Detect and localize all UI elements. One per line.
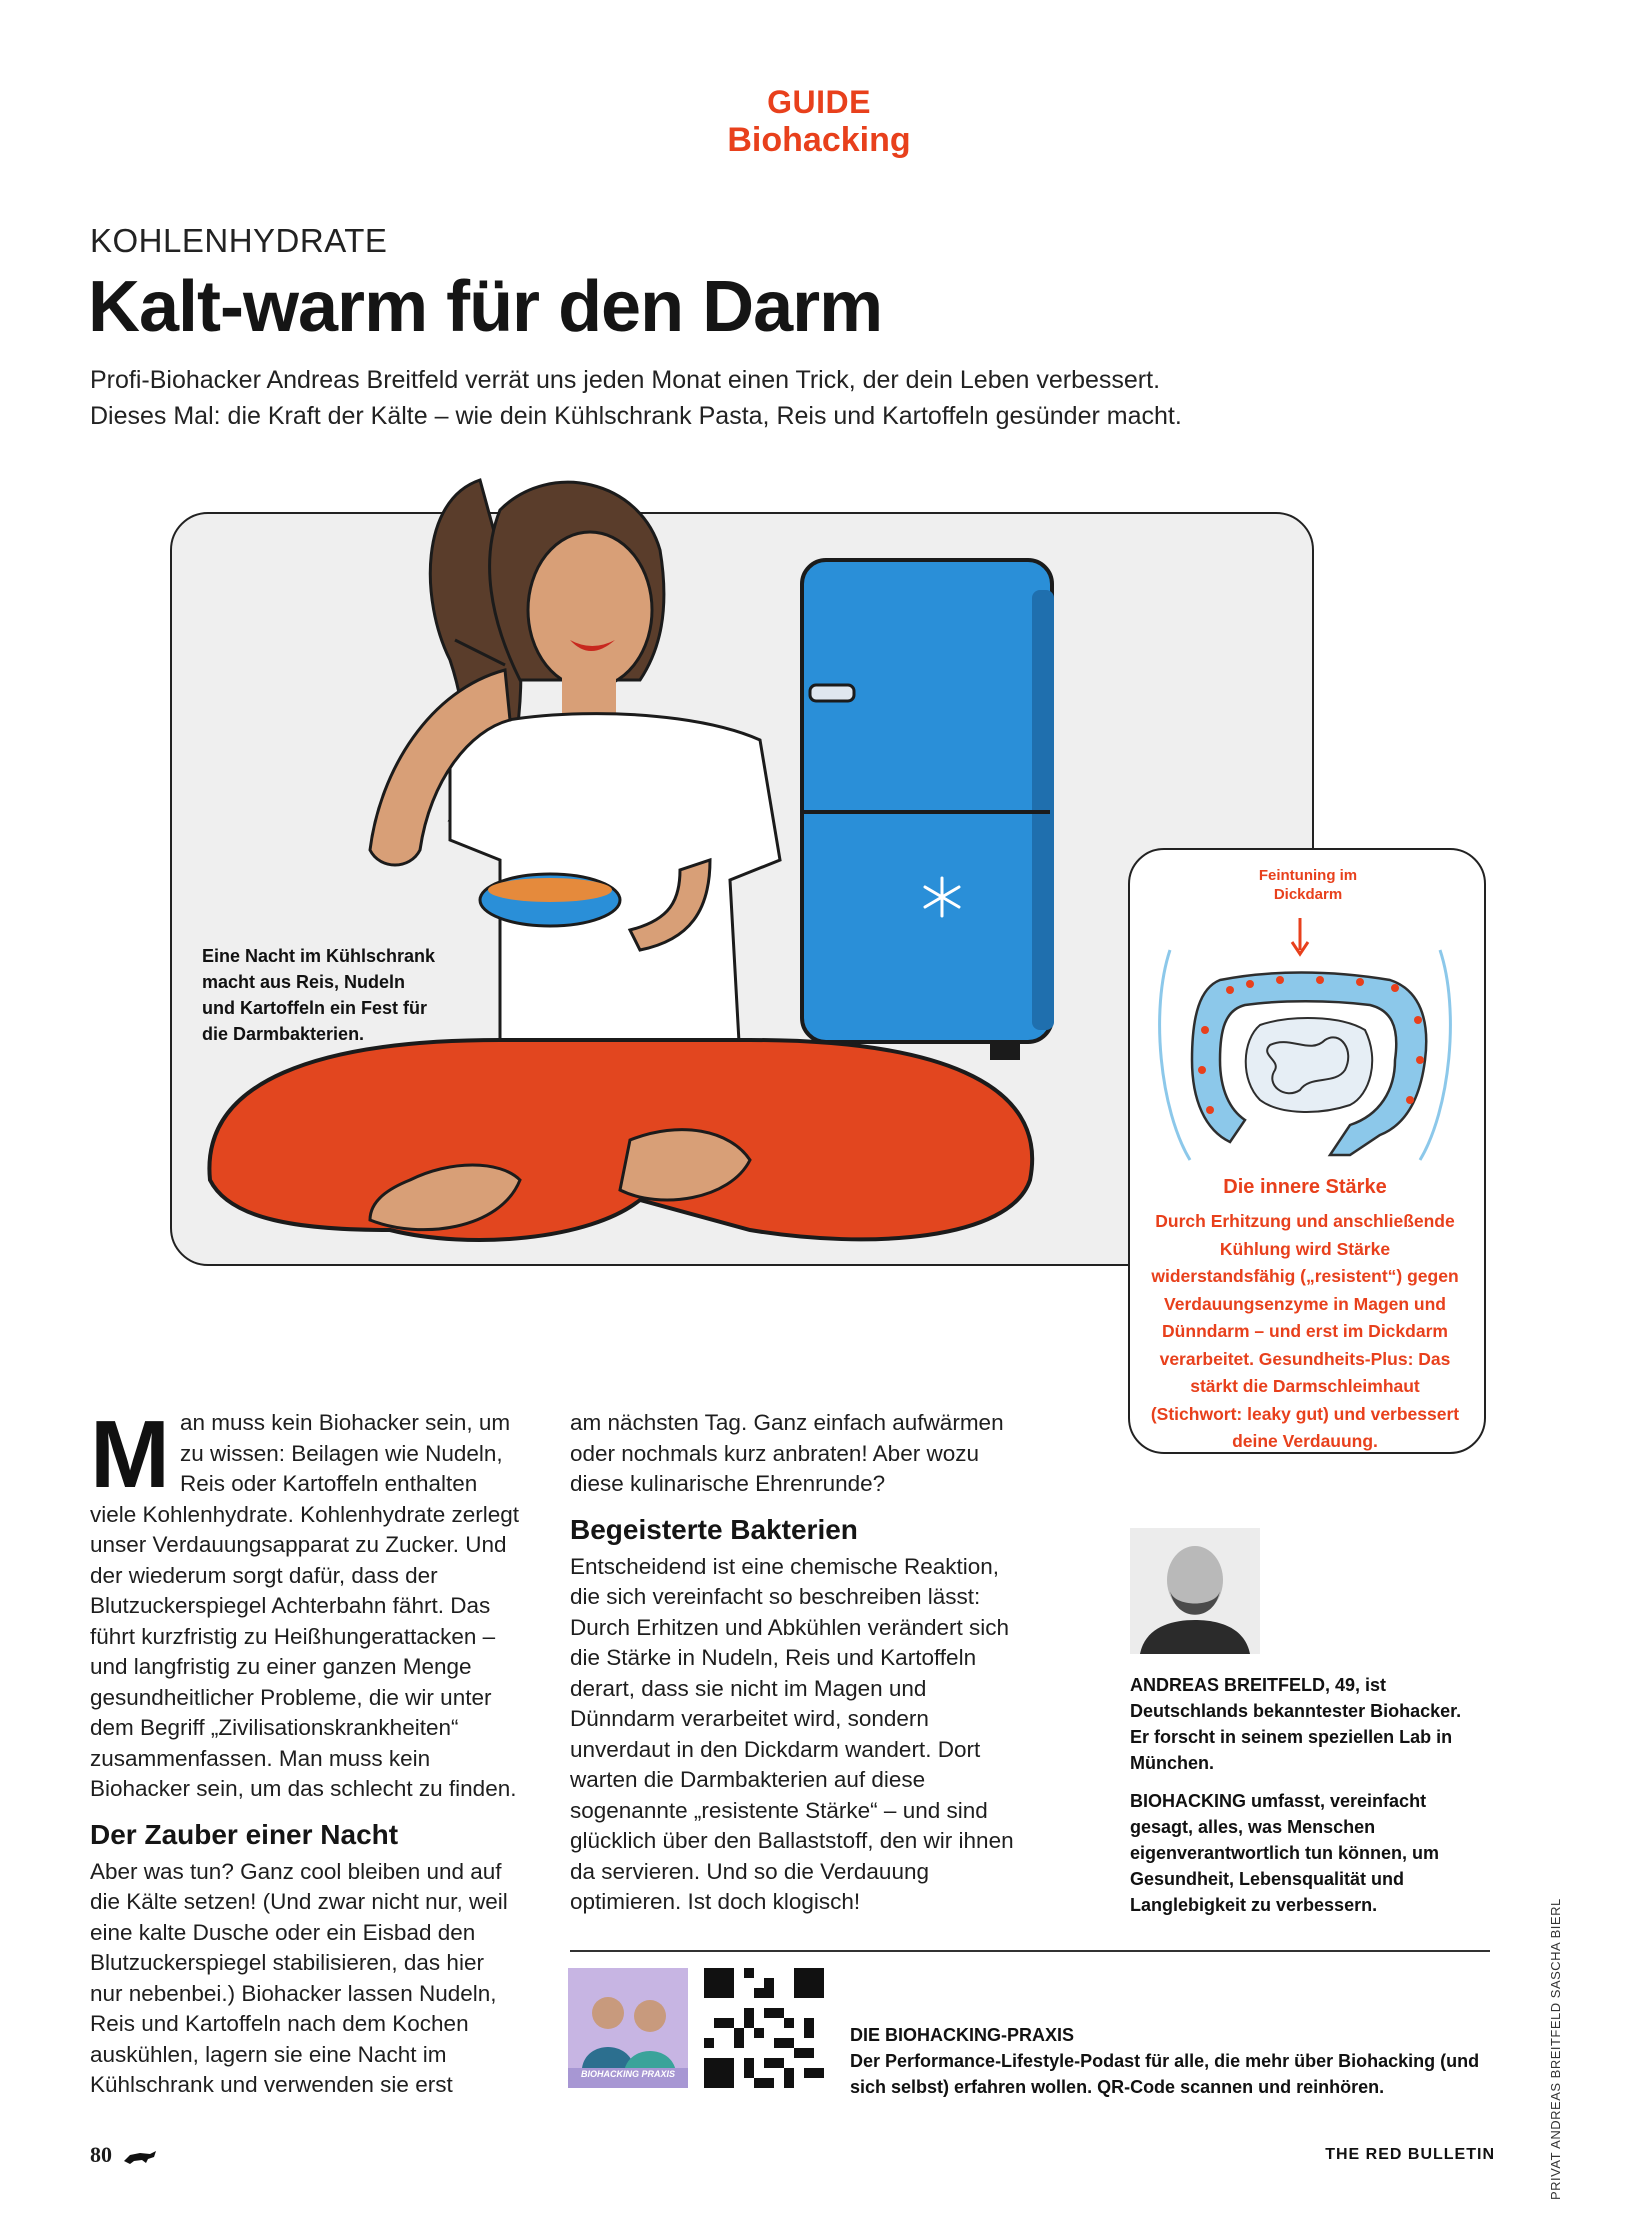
subhead-1: Der Zauber einer Nacht [90,1818,399,1850]
subhead-2: Begeisterte Bakterien [570,1513,858,1545]
page-number-value: 80 [90,2142,112,2167]
author-bio-2: BIOHACKING umfasst, vereinfacht gesagt, alles, was Menschen eigenverantwortlich tun können, um Gesundheit, Lebensqualität und Langlebigkeit zu verbessern. [1130,1791,1440,1915]
article-paragraph-1: an muss kein Biohacker sein, um zu wissen: Beilagen wie Nudeln, Reis oder Kartoffeln enthalten viele Kohlenhydrate. Kohlenhydrate zerlegt unser Verdauungsapparat zu Zucker. Und der wiederum sorgt dafür, dass der Blutzuckerspiegel Achterbahn fährt. Das führt kurzfristig zu Heißhungerattacken – und langfristig zu einer ganzen Menge gesundheitlicher Probleme, die wir unter dem Begriff „Zivilisationskrankheiten“ zusammenfassen. Man muss kein Biohacker sein, um das schlecht zu finden. [90,1410,520,1801]
qr-code[interactable] [704,1968,824,2088]
headline: Kalt-warm für den Darm [88,267,883,347]
article-column-1 [90,1401,520,2101]
article-paragraph-3: am nächsten Tag. Ganz einfach aufwärmen oder nochmals kurz anbraten! Aber wozu diese kulinarische Ehrenrunde? [570,1410,1004,1496]
podcast-cover-text: BIOHACKING PRAXIS [580,2069,675,2079]
author-bio-1: ANDREAS BREITFELD, 49, ist Deutschlands bekanntester Biohacker. Er forscht in seinem speziellen Lab in München. [1130,1675,1462,1773]
divider [570,1950,1490,1952]
bull-logo-icon [122,2149,158,2165]
dek-line-1: Profi-Biohacker Andreas Breitfeld verrät uns jeden Monat einen Trick, der dein Leben verbessert. [90,366,1161,394]
dek [90,362,1390,434]
fridge-illustration [802,560,1054,1060]
section-topic: Biohacking [727,121,911,159]
podcast-description: Der Performance-Lifestyle-Podast für alle, die mehr über Biohacking (und sich selbst) erfahren wollen. QR-Code scannen und reinhören. [850,2051,1480,2097]
section-guide: GUIDE [767,84,871,120]
podcast-title: DIE BIOHACKING-PRAXIS [850,2025,1075,2045]
page-number [90,2142,158,2168]
section-label [0,84,1638,160]
infobox-title: Die innere Stärke [1223,1176,1387,1198]
illustration [170,440,1150,1280]
article-paragraph-2: Aber was tun? Ganz cool bleiben und auf die Kälte setzen! (Und zwar nicht nur, weil eine kalte Dusche oder ein Eisbad den Blutzuckerspiegel stabilisieren, das hier nur nebenbei.) Biohacker lassen Nudeln, Reis und Kartoffeln nach dem Kochen auskühlen, lagern sie eine Nacht im Kühlschrank und verwenden sie erst [90,1858,508,2097]
dek-line-2: Dieses Mal: die Kraft der Kälte – wie dein Kühlschrank Pasta, Reis und Kartoffeln gesünder macht. [90,402,1182,430]
magazine-name: THE RED BULLETIN [1325,2146,1495,2163]
photo-credits: PRIVAT ANDREAS BREITFELD SASCHA BIERL [1548,1898,1563,2200]
illustration-caption: Eine Nacht im Kühlschrank macht aus Reis, Nudeln und Kartoffeln ein Fest für die Darmbakterien. [202,946,436,1044]
article-paragraph-4: Entscheidend ist eine chemische Reaktion, die sich vereinfacht so beschreiben lässt: Durch Erhitzen und Abkühlen verändert sich die Stärke in Nudeln, Reis und Kartoffeln derart, dass sie nicht im Magen und Dünndarm verarbeitet wird, sondern unverdaut in den Dickdarm wandert. Dort warten die Darmbakterien auf diese sogenannte „resistente Stärke“ – und sind glücklich über den Ballaststoff, den wir ihnen da servieren. Und so die Verdauung optimieren. Ist doch klogisch! [570,1553,1014,1914]
infobox-text: Durch Erhitzung und anschließende Kühlung wird Stärke widerstandsfähig („resistent“) gegen Verdauungsenzyme in Magen und Dünndarm – und erst im Dickdarm verarbeitet. Gesundheits-Plus: Das stärkt die Darmschleimhaut (Stichwort: leaky gut) und verbessert deine Verdauung. [1150,1211,1460,1451]
kicker: KOHLENHYDRATE [90,222,388,259]
infobox-label: Feintuning im Dickdarm [1258,867,1358,903]
dropcap: M [90,1401,170,1508]
colon-illustration [1150,910,1460,1170]
author-photo [1130,1528,1260,1654]
article-column-2 [570,1408,1015,1918]
podcast-cover[interactable] [568,1968,688,2088]
author-bio [1130,1672,1470,1930]
podcast-info [850,2022,1490,2100]
